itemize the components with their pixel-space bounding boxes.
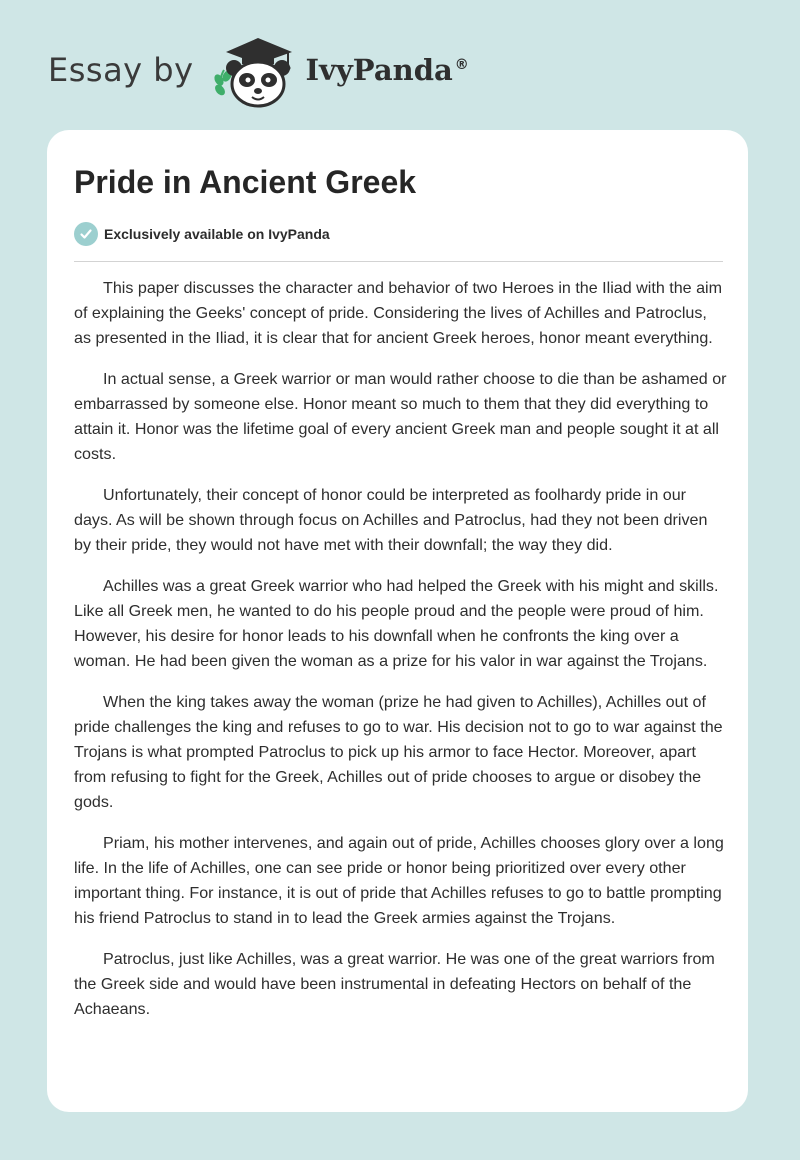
essay-by-label: Essay by — [48, 51, 194, 89]
brand-name-text: IvyPanda — [305, 53, 453, 87]
brand-name[interactable] — [306, 53, 469, 87]
paragraph: In actual sense, a Greek warrior or man would rather choose to die than be ashamed or embarrassed by someone else. Honor meant so much to them that they did everything to attain it. Honor was the lifetime goal of every ancient Greek man and people sought it at all costs. — [74, 370, 727, 463]
paragraph: This paper discusses the character and behavior of two Heroes in the Iliad with the aim of explaining the Geeks' concept of pride. Considering the lives of Achilles and Patroclus, as presented in the Iliad, it is clear that for ancient Greek heroes, honor meant everything. — [74, 279, 723, 347]
paragraph: Patroclus, just like Achilles, was a great warrior. He was one of the great warriors from the Greek side and would have been instrumental in defeating Hectors on behalf of the Achaeans. — [74, 950, 715, 1018]
registered-mark: ® — [454, 57, 469, 74]
page-title: Pride in Ancient Greek — [74, 164, 417, 200]
checkmark-circle-icon — [74, 222, 98, 246]
exclusive-badge-label: Exclusively available on IvyPanda — [104, 226, 330, 242]
essay-card — [47, 130, 748, 1112]
essay-body — [74, 276, 728, 1038]
paragraph: Achilles was a great Greek warrior who had helped the Greek with his might and skills. Like all Greek men, he wanted to do his people proud and the people were proud of him. However, his desire for honor leads to his downfall when he confronts the king over a woman. He had been given the woman as a prize for his valor in war against the Trojans. — [74, 577, 719, 670]
site-header — [48, 30, 469, 110]
paragraph: Unfortunately, their concept of honor could be interpreted as foolhardy pride in our days. As will be shown through focus on Achilles and Patroclus, had they not been driven by their pride, they would not have met with their downfall; the way they did. — [74, 486, 708, 554]
paragraph: Priam, his mother intervenes, and again out of pride, Achilles chooses glory over a long life. In the life of Achilles, one can see pride or honor being prioritized over every other important thing. For instance, it is out of pride that Achilles refuses to go to battle prompting his friend Patroclus to stand in to lead the Greek armies against the Trojans. — [74, 834, 724, 927]
paragraph: When the king takes away the woman (prize he had given to Achilles), Achilles out of pride challenges the king and refuses to go to war. His decision not to go to war against the Trojans is what prompted Patroclus to pick up his armor to face Hector. Moreover, apart from refusing to fight for the Greek, Achilles out of pride chooses to argue or disobey the gods. — [74, 693, 723, 811]
divider — [74, 261, 723, 262]
panda-logo-icon[interactable] — [208, 30, 300, 110]
exclusive-badge — [74, 222, 330, 246]
